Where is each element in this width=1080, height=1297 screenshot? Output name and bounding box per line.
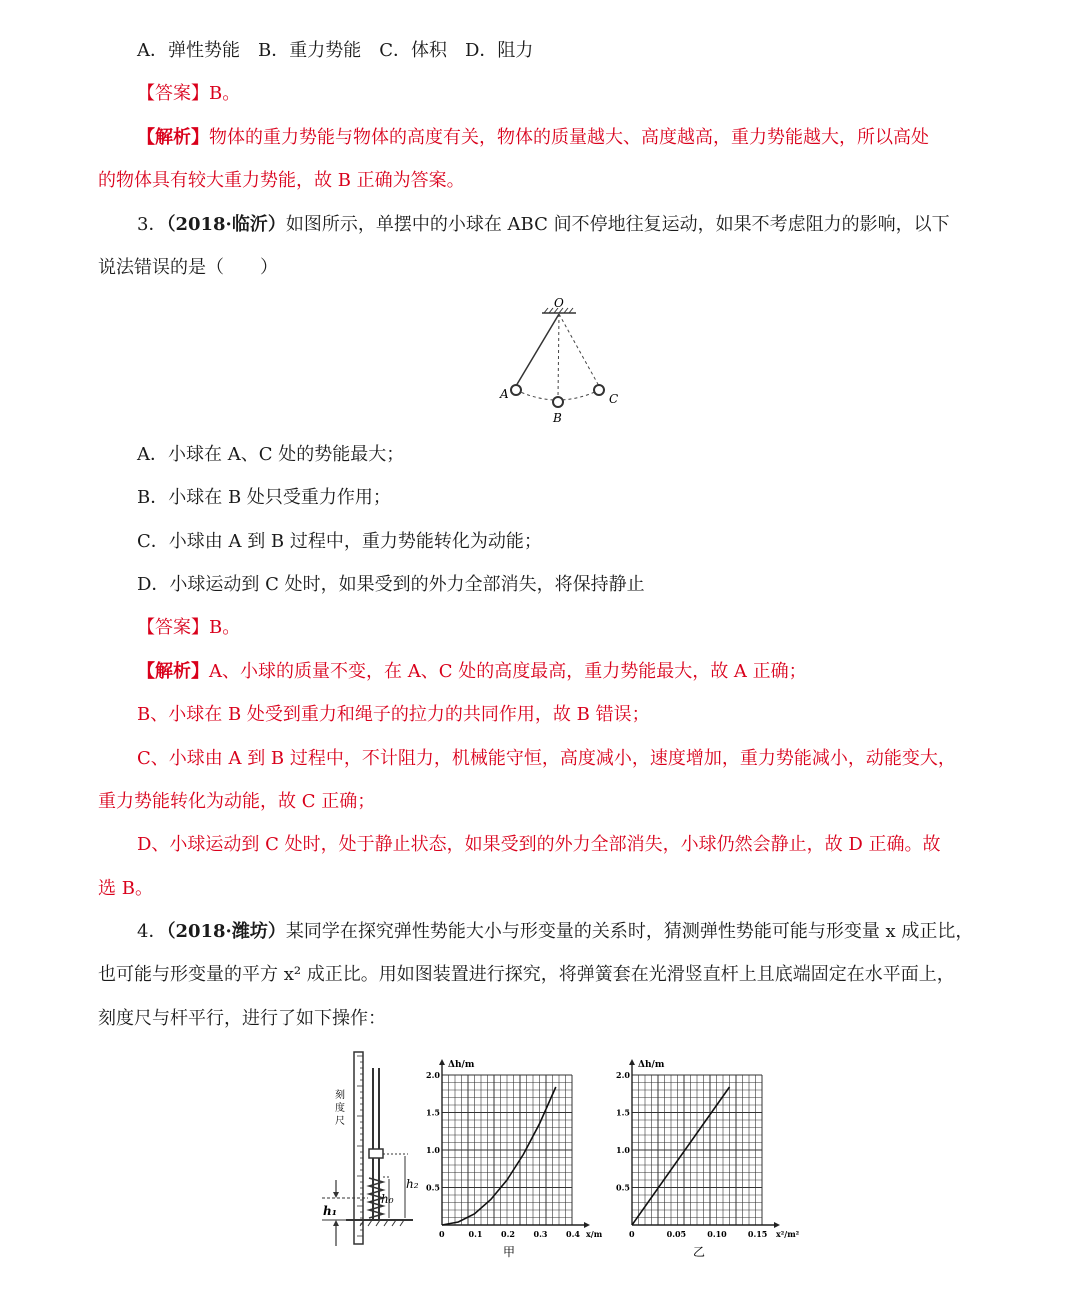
q4-stem-line-3: 刻度尺与杆平行，进行了如下操作： (98, 1008, 386, 1029)
q2-analysis-line-1 (137, 126, 929, 150)
ruler-label: 刻 度尺 (335, 1090, 345, 1127)
h2-label: h₂ (406, 1177, 419, 1191)
x-tick-label: 0.3 (533, 1229, 548, 1239)
q3-analysis-c-line-1: C、小球由 A 到 B 过程中，不计阻力，机械能守恒，高度减小，速度增加，重力势能减小，动能变大， (137, 748, 956, 769)
chart-title: 甲 (503, 1245, 516, 1259)
q2-options: A．弹性势能 B．重力势能 C．体积 D．阻力 (137, 40, 534, 61)
question-source: （2018·潍坊） (166, 921, 286, 942)
h1-arrowhead-bottom (333, 1220, 339, 1226)
q4-stem-line-2: 也可能与形变量的平方 x² 成正比。用如图装置进行探究，将弹簧套在光滑竖直杆上且底端固定在水平面上， (98, 964, 955, 985)
y-tick-label: 2.0 (426, 1070, 440, 1080)
y-tick-label: 0.5 (426, 1182, 440, 1193)
pivot-label: O (554, 296, 564, 310)
y-tick-label: 1.0 (426, 1145, 440, 1155)
spring-apparatus-figure (318, 1048, 430, 1253)
grid (442, 1075, 572, 1225)
x-tick-label: 0.4 (566, 1229, 580, 1239)
chart-title: 乙 (693, 1245, 706, 1259)
ball-b (553, 397, 563, 407)
question-source: （2018·临沂） (166, 214, 286, 235)
ball-a (511, 385, 521, 395)
h1-label: h₁ (323, 1204, 337, 1218)
y-tick-label: 1.5 (426, 1107, 440, 1118)
x-tick-label: 0 (439, 1229, 445, 1239)
chart-jia (420, 1055, 615, 1263)
q3-option-a: A．小球在 A、C 处的势能最大； (137, 444, 405, 465)
analysis-text: 物体的重力势能与物体的高度有关，物体的质量越大、高度越高，重力势能越大，所以高处 (209, 127, 929, 148)
q3-analysis-b: B、小球在 B 处受到重力和绳子的拉力的共同作用，故 B 错误； (137, 704, 650, 725)
label-b: B (553, 411, 562, 425)
ball-c (594, 385, 604, 395)
q3-option-d: D．小球运动到 C 处时，如果受到的外力全部消失，将保持静止 (137, 574, 645, 595)
q3-analysis-c-line-2: 重力势能转化为动能，故 C 正确； (98, 791, 376, 812)
question-text: 如图所示，单摆中的小球在 ABC 间不停地往复运动，如果不考虑阻力的影响，以下 (285, 214, 950, 235)
series (632, 1087, 730, 1225)
question-number: 3． (137, 214, 167, 235)
string-c (559, 314, 599, 386)
x-axis-label: x/m (586, 1229, 603, 1239)
string-b (558, 314, 559, 398)
y-axis-arrow (439, 1059, 445, 1065)
analysis-tag: 【解析】 (137, 127, 209, 148)
y-axis-arrow (629, 1059, 635, 1065)
x-tick-label: 0 (629, 1229, 635, 1239)
label-a: A (500, 387, 509, 401)
y-tick-label: 1.5 (616, 1107, 630, 1118)
series-line (632, 1087, 730, 1225)
chart-yi (610, 1055, 805, 1263)
series-line (442, 1087, 556, 1225)
x-axis-arrow (774, 1222, 780, 1228)
ticks (426, 1070, 580, 1239)
h1-arrowhead-top (333, 1192, 339, 1198)
x-axis-label: x²/m² (776, 1229, 800, 1239)
q3-analysis-a (137, 660, 807, 684)
x-axis-arrow (584, 1222, 590, 1228)
string-a (516, 314, 559, 386)
y-axis-label: Δh/m (638, 1060, 665, 1070)
question-text: 某同学在探究弹性势能大小与形变量的关系时，猜测弹性势能可能与形变量 x 成正比， (285, 921, 974, 942)
q3-analysis-d-line-2: 选 B。 (98, 878, 153, 899)
analysis-text: A、小球的质量不变，在 A、C 处的高度最高，重力势能最大，故 A 正确； (209, 661, 807, 682)
q3-option-b: B．小球在 B 处只受重力作用； (137, 487, 391, 508)
ruler (354, 1052, 363, 1244)
series (442, 1087, 556, 1225)
x-tick-label: 0.15 (747, 1229, 768, 1239)
q3-analysis-d-line-1: D、小球运动到 C 处时，处于静止状态，如果受到的外力全部消失，小球仍然会静止，故 D 正确。故 (137, 834, 941, 855)
x-tick-label: 0.2 (501, 1229, 515, 1239)
q3-option-c: C．小球由 A 到 B 过程中，重力势能转化为动能； (137, 531, 542, 552)
q3-answer: 【答案】B。 (137, 617, 241, 638)
y-tick-label: 2.0 (616, 1070, 630, 1080)
q2-answer: 【答案】B。 (137, 83, 241, 104)
x-tick-label: 0.05 (666, 1229, 687, 1239)
x-tick-label: 0.10 (707, 1229, 727, 1239)
q2-analysis-line-2: 的物体具有较大重力势能，故 B 正确为答案。 (98, 170, 465, 191)
q3-stem-line-1 (137, 213, 950, 237)
y-tick-label: 0.5 (616, 1182, 630, 1193)
y-axis-label: Δh/m (448, 1060, 475, 1070)
h0-label: h₀ (381, 1192, 394, 1206)
slider-block (369, 1149, 383, 1158)
grid (632, 1075, 762, 1225)
x-tick-label: 0.1 (468, 1229, 483, 1239)
pendulum-figure (490, 292, 630, 427)
y-tick-label: 1.0 (616, 1145, 630, 1155)
analysis-tag: 【解析】 (137, 661, 209, 682)
q4-stem-line-1 (137, 920, 973, 944)
label-c: C (609, 392, 619, 406)
q3-stem-line-2: 说法错误的是（ ） (98, 257, 278, 278)
question-number: 4． (137, 921, 167, 942)
